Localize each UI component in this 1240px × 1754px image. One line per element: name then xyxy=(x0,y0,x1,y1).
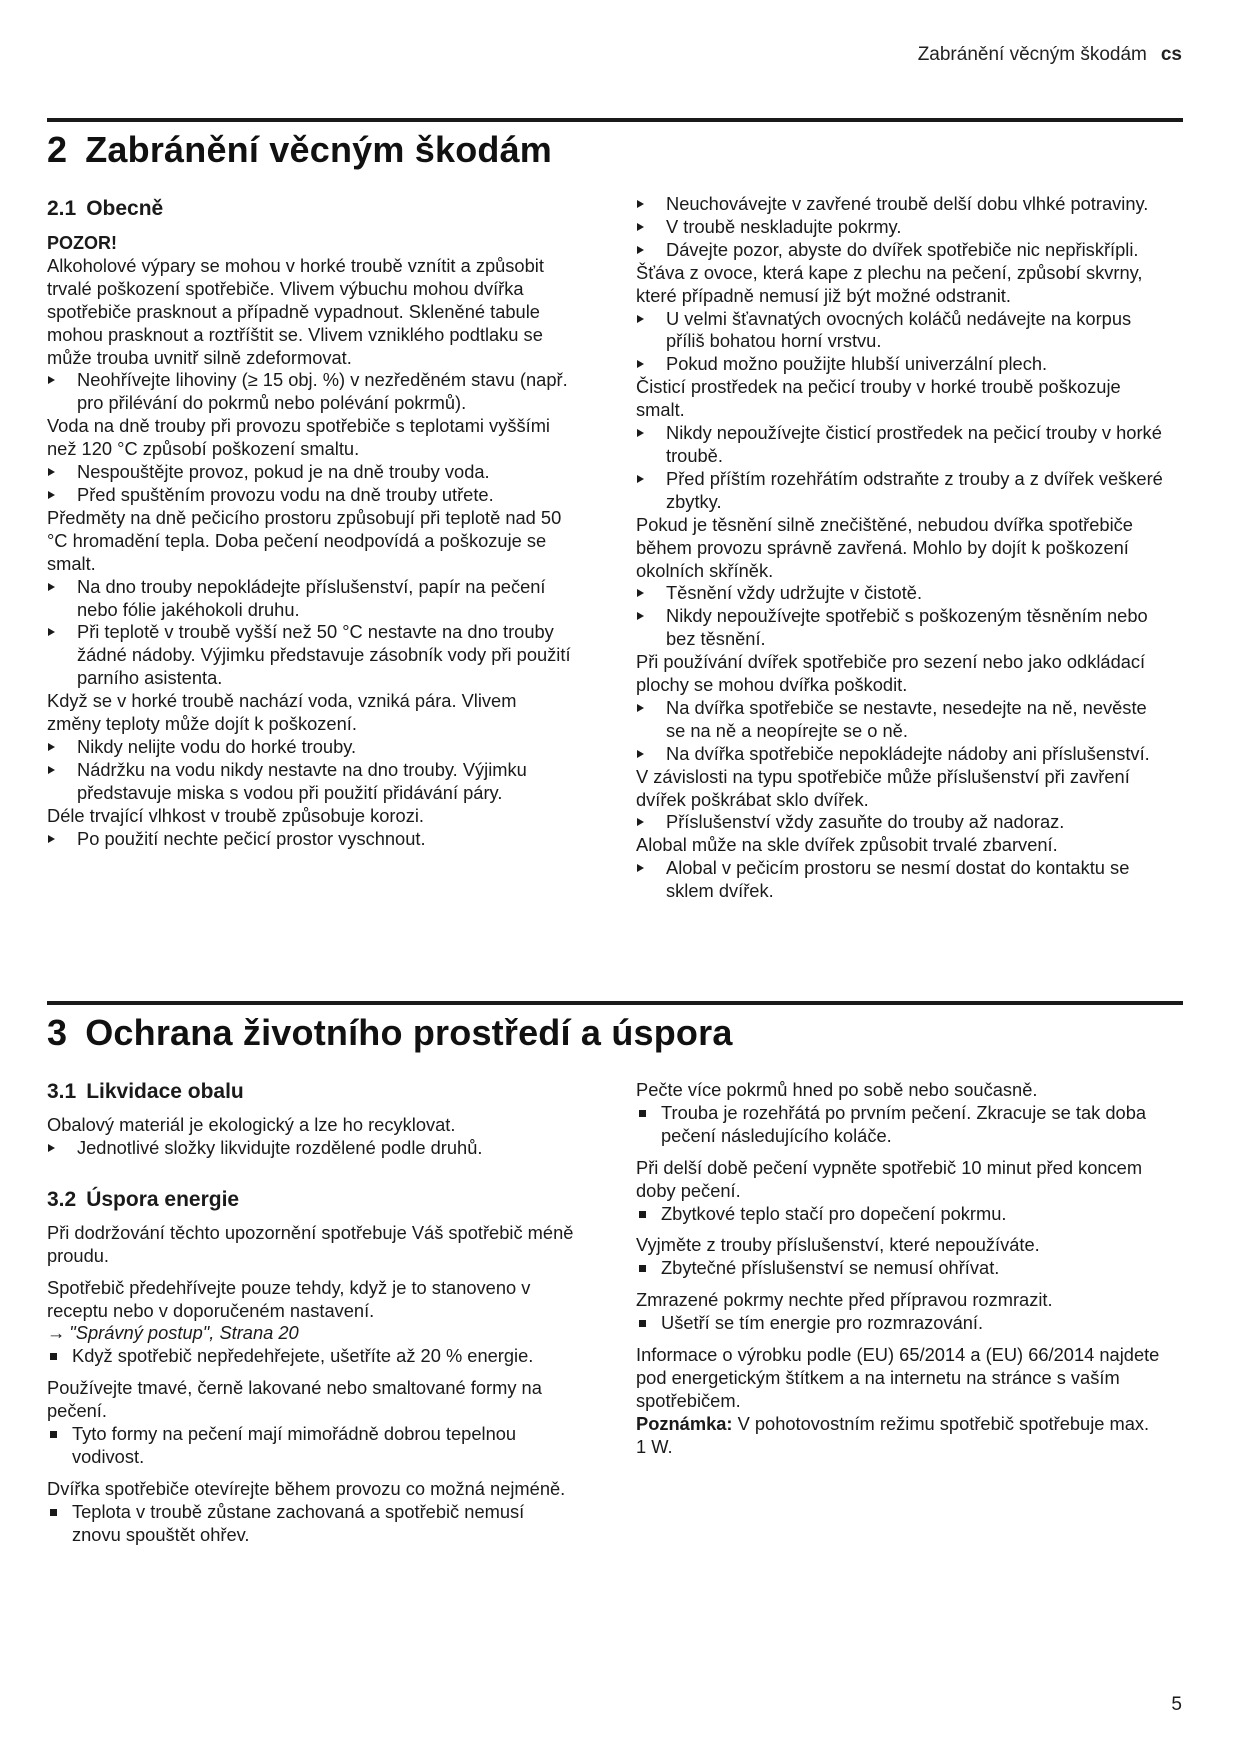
bullet-list xyxy=(47,736,575,805)
cross-reference-link[interactable]: → "Správný postup", Strana 20 xyxy=(47,1322,299,1344)
list-item: V troubě neskladujte pokrmy. xyxy=(636,216,1164,239)
list-item: Neuchovávejte v zavřené troubě delší dobu vlhké potraviny. xyxy=(636,193,1164,216)
paragraph: Spotřebič předehřívejte pouze tehdy, když je to stanoveno v receptu nebo v doporučeném nastavení. xyxy=(47,1276,531,1321)
list-item: Na dvířka spotřebiče nepokládejte nádoby ani příslušenství. xyxy=(636,743,1164,766)
bullet-list xyxy=(636,811,1164,834)
bullet-list xyxy=(636,308,1164,377)
section-3-right-column xyxy=(636,1079,1164,1459)
bullet-list xyxy=(636,422,1164,514)
bullet-list xyxy=(636,582,1164,651)
list-item: Jednotlivé složky likvidujte rozdělené podle druhů. xyxy=(47,1137,575,1160)
list-item: Alobal v pečicím prostoru se nesmí dostat do kontaktu se sklem dvířek. xyxy=(636,857,1164,903)
list-item: Nikdy nepoužívejte spotřebič s poškozeným těsněním nebo bez těsnění. xyxy=(636,605,1164,651)
list-item: Pokud možno použijte hlubší univerzální plech. xyxy=(636,353,1164,376)
warning-label: POZOR! xyxy=(47,233,117,253)
note xyxy=(636,1413,1164,1459)
list-item: Nespouštějte provoz, pokud je na dně trouby voda. xyxy=(47,461,575,484)
list-item: Ušetří se tím energie pro rozmrazování. xyxy=(636,1312,1164,1335)
list-item: U velmi šťavnatých ovocných koláčů nedávejte na korpus příliš bohatou horní vrstvu. xyxy=(636,308,1164,354)
list-item: Po použití nechte pečicí prostor vyschnout. xyxy=(47,828,575,851)
bullet-list xyxy=(636,1312,1164,1335)
paragraph: Alkoholové výpary se mohou v horké troubě vznítit a způsobit trvalé poškození spotřebiče. Vlivem výbuchu mohou dvířka spotřebiče prasknout a případně vypadnout. Skleněné tabule mohou prasknout a roztříštit se. Vlivem vzniklého podtlaku se může trouba uvnitř silně zdeformovat. xyxy=(47,254,544,368)
note-text: V pohotovostním režimu spotřebič spotřebuje max. 1 W. xyxy=(636,1412,1150,1457)
paragraph: Šťáva z ovoce, která kape z plechu na pečení, způsobí skvrny, které případně nemusí již být možné odstranit. xyxy=(636,261,1143,306)
note-label: Poznámka: xyxy=(636,1412,733,1434)
paragraph: Zmrazené pokrmy nechte před přípravou rozmrazit. xyxy=(636,1289,1053,1311)
paragraph: Vyjměte z trouby příslušenství, které nepoužíváte. xyxy=(636,1234,1040,1256)
bullet-list xyxy=(47,828,575,851)
list-item: Nikdy nepoužívejte čisticí prostředek na pečicí trouby v horké troubě. xyxy=(636,422,1164,468)
paragraph: Dvířka spotřebiče otevírejte během provozu co možná nejméně. xyxy=(47,1477,566,1499)
bullet-list xyxy=(636,1257,1164,1280)
list-item: Nádržku na vodu nikdy nestavte na dno trouby. Výjimku představuje miska s vodou při použití přidávání páry. xyxy=(47,759,575,805)
section-2-left-content xyxy=(47,255,575,851)
paragraph: Déle trvající vlhkost v troubě způsobuje korozi. xyxy=(47,804,424,826)
bullet-list xyxy=(47,576,575,691)
bullet-list xyxy=(47,1501,575,1547)
chapter-3-heading xyxy=(47,1012,733,1054)
bullet-list xyxy=(636,857,1164,903)
language-code: cs xyxy=(1160,44,1182,65)
paragraph: Při používání dvířek spotřebiče pro sezení nebo jako odkládací plochy se mohou dvířka poškodit. xyxy=(636,651,1146,696)
bullet-list xyxy=(47,1137,575,1160)
list-item: Neohřívejte lihoviny (≥ 15 obj. %) v nezředěném stavu (např. pro přilévání do pokrmů nebo polévání pokrmů). xyxy=(47,369,575,415)
paragraph: Pečte více pokrmů hned po sobě nebo současně. xyxy=(636,1079,1038,1100)
bullet-list xyxy=(47,369,575,415)
subsection-2-1-heading: 2.1 Obecně xyxy=(47,197,164,220)
list-item: Trouba je rozehřátá po prvním pečení. Zkracuje se tak doba pečení následujícího koláče. xyxy=(636,1102,1164,1148)
running-header xyxy=(918,44,1182,66)
section-rule xyxy=(47,1001,1183,1005)
subsection-3-2-heading: 3.2 Úspora energie xyxy=(47,1187,240,1211)
bullet-list xyxy=(636,193,1164,262)
list-item: Před spuštěním provozu vodu na dně trouby utřete. xyxy=(47,484,575,507)
section-2-right-column xyxy=(636,193,1164,903)
paragraph: Alobal může na skle dvířek způsobit trvalé zbarvení. xyxy=(636,834,1058,856)
list-item: Když spotřebič nepředehřejete, ušetříte až 20 % energie. xyxy=(47,1345,575,1368)
chapter-number: 3 xyxy=(47,1012,68,1053)
chapter-2-heading xyxy=(47,129,552,171)
list-item: Na dvířka spotřebiče se nestavte, nesedejte na ně, nevěste se na ně a neopírejte se o ně. xyxy=(636,697,1164,743)
paragraph: Pokud je těsnění silně znečištěné, nebudou dvířka spotřebiče během provozu správně zavřená. Mohlo by dojít k poškození okolních skříněk. xyxy=(636,513,1133,581)
bullet-list xyxy=(636,1203,1164,1226)
paragraph: V závislosti na typu spotřebiče může příslušenství při zavření dvířek poškrábat sklo dvířek. xyxy=(636,765,1130,810)
section-3-left-column xyxy=(47,1079,575,1547)
bullet-list xyxy=(47,1345,575,1368)
list-item: Příslušenství vždy zasuňte do trouby až nadoraz. xyxy=(636,811,1164,834)
section-2-left-column xyxy=(47,196,575,850)
chapter-title: Zabránění věcným škodám xyxy=(85,129,553,170)
bullet-list xyxy=(636,1102,1164,1148)
list-item: Před příštím rozehřátím odstraňte z trouby a z dvířek veškeré zbytky. xyxy=(636,468,1164,514)
arrow-right-icon: → xyxy=(47,1322,66,1344)
section-rule xyxy=(47,118,1183,122)
paragraph: Čisticí prostředek na pečicí trouby v horké troubě poškozuje smalt. xyxy=(636,376,1121,421)
paragraph: Při dodržování těchto upozornění spotřebuje Váš spotřebič méně proudu. xyxy=(47,1221,574,1266)
paragraph: Když se v horké troubě nachází voda, vzniká pára. Vlivem změny teploty může dojít k poškození. xyxy=(47,690,517,735)
list-item: Tyto formy na pečení mají mimořádně dobrou tepelnou vodivost. xyxy=(47,1423,575,1469)
chapter-title: Ochrana životního prostředí a úspora xyxy=(85,1012,733,1053)
paragraph: Používejte tmavé, černě lakované nebo smaltované formy na pečení. xyxy=(47,1377,542,1422)
paragraph: Obalový materiál je ekologický a lze ho recyklovat. xyxy=(47,1114,456,1135)
list-item: Zbytečné příslušenství se nemusí ohřívat. xyxy=(636,1257,1164,1280)
list-item: Zbytkové teplo stačí pro dopečení pokrmu. xyxy=(636,1203,1164,1226)
paragraph: Voda na dně trouby při provozu spotřebiče s teplotami vyššími než 120 °C způsobí poškození smaltu. xyxy=(47,415,550,460)
running-header-title: Zabránění věcným škodám xyxy=(917,44,1147,65)
list-item: Při teplotě v troubě vyšší než 50 °C nestavte na dno trouby žádné nádoby. Výjimku představuje zásobník vody při použití parního asistenta. xyxy=(47,621,575,690)
chapter-number: 2 xyxy=(47,129,68,170)
list-item: Nikdy nelijte vodu do horké trouby. xyxy=(47,736,575,759)
paragraph: Při delší době pečení vypněte spotřebič 10 minut před koncem doby pečení. xyxy=(636,1156,1143,1201)
list-item: Dávejte pozor, abyste do dvířek spotřebiče nic nepřiskřípli. xyxy=(636,239,1164,262)
subsection-3-1-heading: 3.1 Likvidace obalu xyxy=(47,1080,244,1103)
list-item: Na dno trouby nepokládejte příslušenství, papír na pečení nebo fólie jakéhokoli druhu. xyxy=(47,576,575,622)
list-item: Těsnění vždy udržujte v čistotě. xyxy=(636,582,1164,605)
paragraph: Předměty na dně pečicího prostoru způsobují při teplotě nad 50 °C hromadění tepla. Doba pečení neodpovídá a poškozuje se smalt. xyxy=(47,506,562,574)
bullet-list xyxy=(47,461,575,507)
list-item: Teplota v troubě zůstane zachovaná a spotřebič nemusí znovu spouštět ohřev. xyxy=(47,1501,575,1547)
bullet-list xyxy=(636,697,1164,766)
page-number: 5 xyxy=(1171,1694,1182,1715)
bullet-list xyxy=(47,1423,575,1469)
paragraph: Informace o výrobku podle (EU) 65/2014 a (EU) 66/2014 najdete pod energetickým štítkem a na internetu na stránce s vaším spotřebičem. xyxy=(636,1344,1160,1411)
section-2-right-content xyxy=(636,193,1164,903)
